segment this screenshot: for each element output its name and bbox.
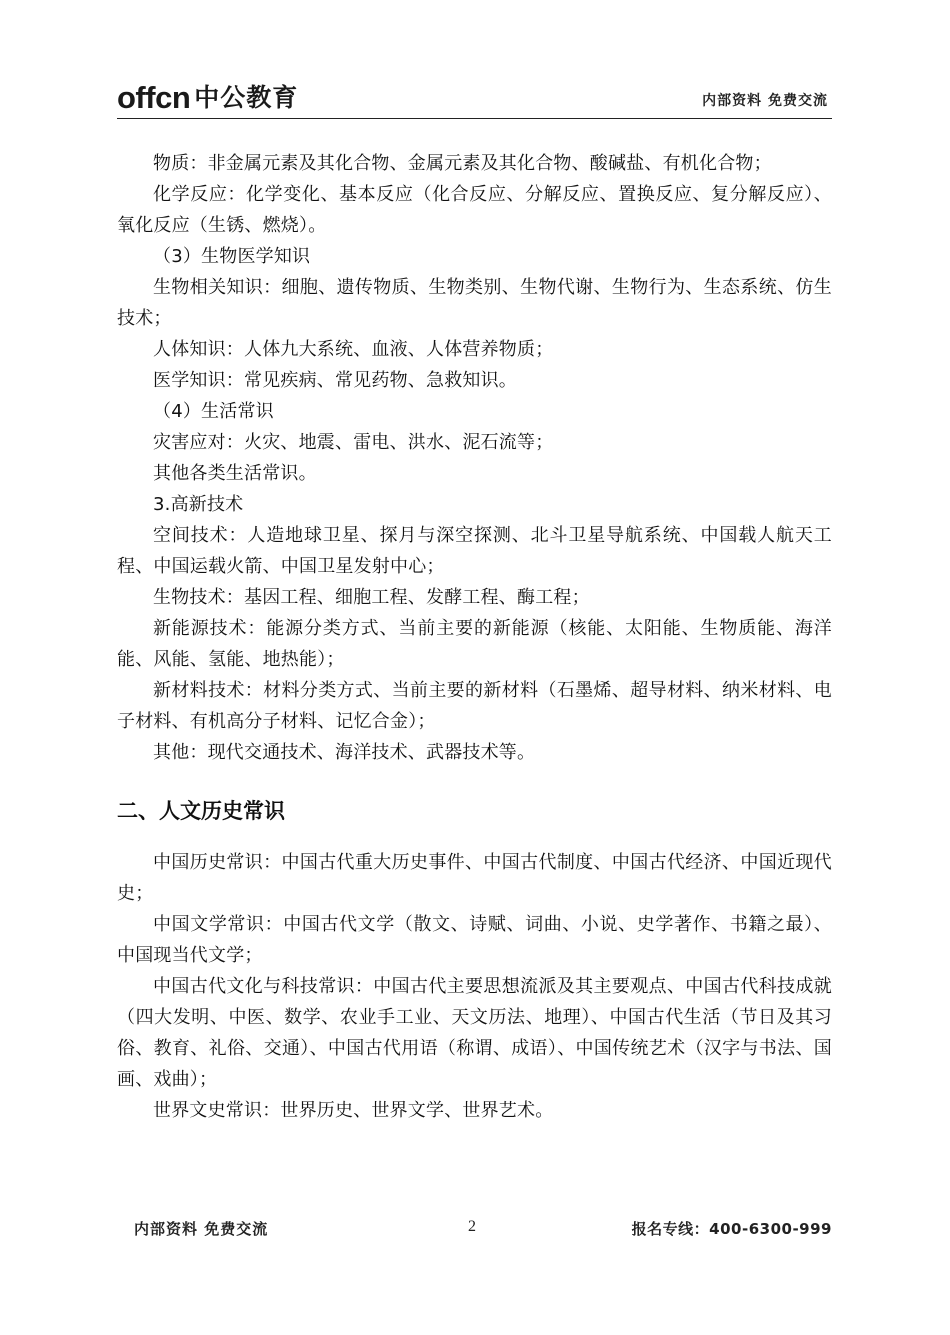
paragraph: 中国历史常识：中国古代重大历史事件、中国古代制度、中国古代经济、中国近现代史；	[117, 852, 832, 904]
paragraph: 新能源技术：能源分类方式、当前主要的新能源（核能、太阳能、生物质能、海洋能、风能、氢能、地热能）；	[117, 618, 832, 670]
section-heading: 二、人文历史常识	[117, 799, 285, 823]
logo-text-en: offcn	[117, 80, 191, 115]
page-footer	[134, 1218, 832, 1242]
offcn-logo	[117, 80, 298, 116]
subheading: （4）生活常识	[153, 401, 274, 422]
paragraph: 新材料技术：材料分类方式、当前主要的新材料（石墨烯、超导材料、纳米材料、电子材料、有机高分子材料、记忆合金）；	[117, 680, 832, 732]
page-number: 2	[468, 1218, 476, 1235]
paragraph: 灾害应对：火灾、地震、雷电、洪水、泥石流等；	[153, 432, 554, 453]
paragraph: 人体知识：人体九大系统、血液、人体营养物质；	[153, 339, 554, 360]
subheading: （3）生物医学知识	[153, 246, 311, 267]
page-header	[117, 80, 832, 119]
document-body	[117, 148, 832, 1126]
paragraph: 生物技术：基因工程、细胞工程、发酵工程、酶工程；	[153, 587, 590, 608]
paragraph: 生物相关知识：细胞、遗传物质、生物类别、生物代谢、生物行为、生态系统、仿生技术；	[117, 277, 832, 329]
registration-hotline: 报名专线：400-6300-999	[631, 1220, 832, 1238]
footer-tagline: 内部资料 免费交流	[134, 1220, 269, 1238]
paragraph: 空间技术：人造地球卫星、探月与深空探测、北斗卫星导航系统、中国载人航天工程、中国运载火箭、中国卫星发射中心；	[117, 525, 832, 577]
paragraph: 其他：现代交通技术、海洋技术、武器技术等。	[153, 742, 536, 763]
paragraph: 中国古代文化与科技常识：中国古代主要思想流派及其主要观点、中国古代科技成就（四大发明、中医、数学、农业手工业、天文历法、地理）、中国古代生活（节日及其习俗、教育、礼俗、交通）、中国古代用语（称谓、成语）、中国传统艺术（汉字与书法、国画、戏曲）；	[117, 976, 832, 1090]
logo-text-cn: 中公教育	[194, 83, 299, 112]
paragraph: 医学知识：常见疾病、常见药物、急救知识。	[153, 370, 517, 391]
paragraph: 世界文史常识：世界历史、世界文学、世界艺术。	[153, 1100, 554, 1121]
paragraph: 其他各类生活常识。	[153, 463, 317, 484]
paragraph: 物质：非金属元素及其化合物、金属元素及其化合物、酸碱盐、有机化合物；	[153, 153, 772, 174]
paragraph: 化学反应：化学变化、基本反应（化合反应、分解反应、置换反应、复分解反应）、氧化反应（生锈、燃烧）。	[117, 184, 832, 236]
subheading: 3.高新技术	[153, 494, 244, 515]
header-tagline: 内部资料 免费交流	[702, 93, 828, 109]
paragraph: 中国文学常识：中国古代文学（散文、诗赋、词曲、小说、史学著作、书籍之最）、中国现当代文学；	[117, 914, 832, 966]
